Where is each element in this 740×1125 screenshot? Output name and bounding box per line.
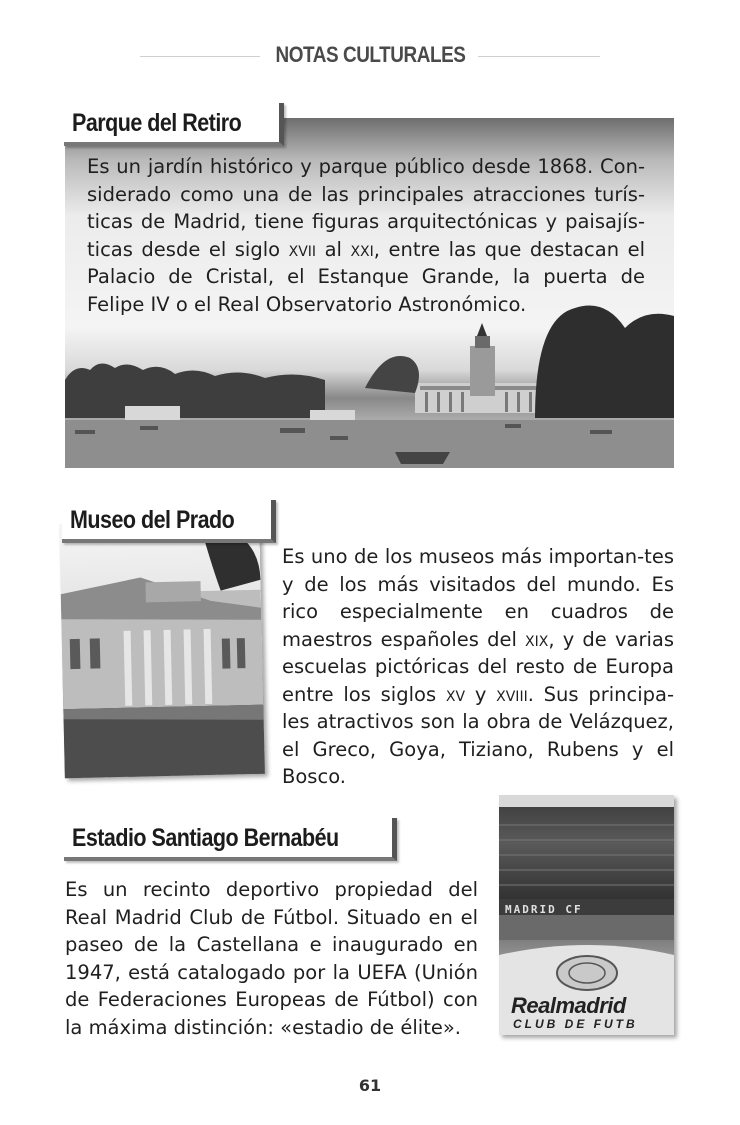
bernabeu-description: Es un recinto deportivo propiedad del Real Madrid Club de Fútbol. Situado en el paseo de la Castellana e inaugurado en 1947, está catalogado por la UEFA (Unión de Federaciones Europeas de Fútbol) con la máxima distinción: «estadio de élite». [65,878,478,1039]
header-title: NOTAS CULTURALES [274,42,466,67]
bernabeu-banner-text: MADRID CF [505,903,583,916]
realmadrid-logo-text: Realmadrid [511,993,626,1018]
prado-description: Es uno de los museos más importan-tes y de los más visitados del mundo. Es rico especialmente en cuadros de maestros españoles del xix, y de varias escuelas pictóricas del resto de Europa entre los siglos xv y xviii. Sus principa-les atractivos son la obra de Velázquez, el Greco, Goya, Tiziano, Rubens y el Bosco. [282,545,675,788]
section-label-bernabeu: Estadio Santiago Bernabéu [64,818,397,861]
running-header [0,42,740,68]
header-rule-left [140,56,260,57]
retiro-description: Es un jardín histórico y parque público desde 1868. Con-siderado como una de las principales atracciones turís-ticas de Madrid, tiene figuras arquitectónicas y paisajís-ticas desde el siglo xvii al xxi, entre las que destacan el Palacio de Cristal, el Estanque Grande, la puerta de Felipe IV o el Real Observatorio Astronómico. [87,155,645,316]
prado-building-illustration [59,520,265,778]
realmadrid-club-text: CLUB DE FUTB [513,1017,638,1031]
section-label-retiro: Parque del Retiro [64,103,284,146]
prado-photo [59,520,265,778]
section-label-prado: Museo del Prado [62,500,276,543]
header-rule-right [478,56,600,57]
page-number: 61 [358,1076,382,1095]
bernabeu-photo [499,795,674,1035]
